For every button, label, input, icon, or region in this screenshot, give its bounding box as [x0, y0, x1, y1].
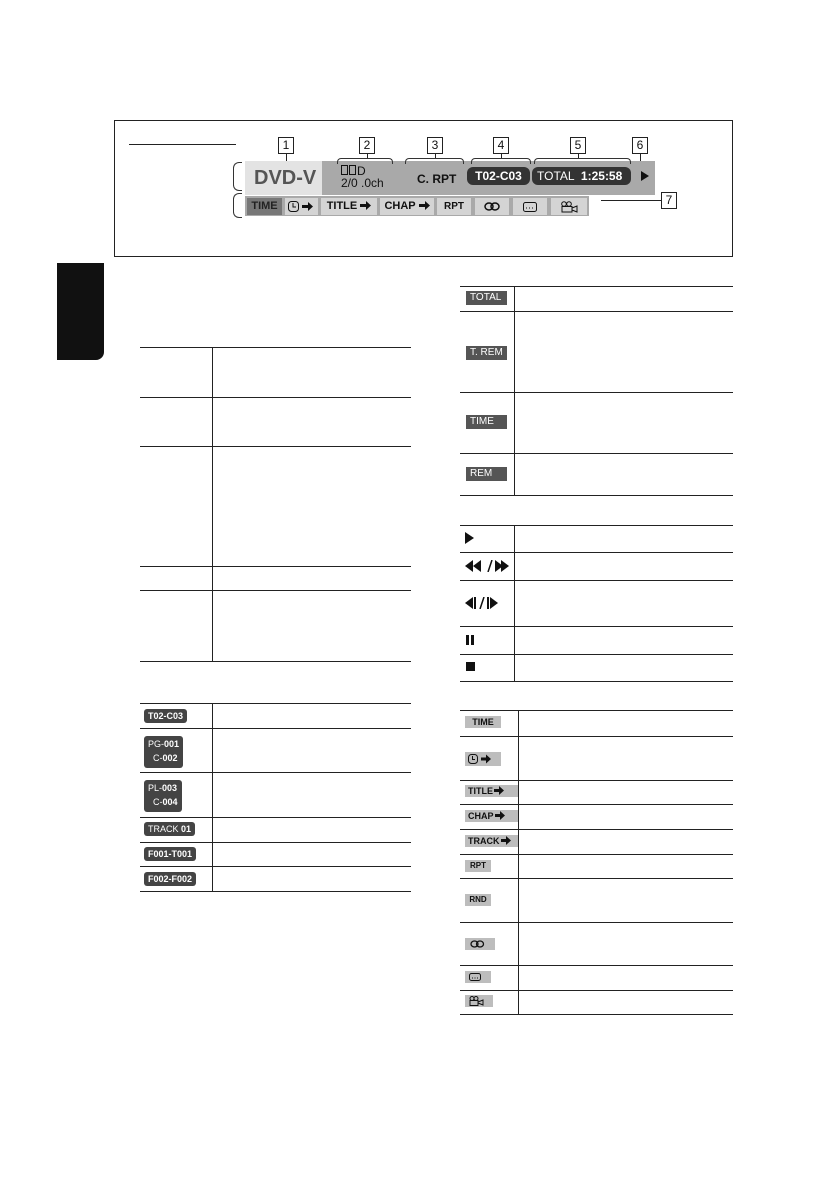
repeat-button-label: RPT: [465, 860, 491, 872]
arrow-right-icon: [419, 201, 430, 210]
rule: [460, 654, 733, 655]
audio-icon: [470, 940, 485, 948]
remain-label: REM: [466, 467, 507, 481]
subtitle-icon: [469, 973, 481, 981]
title-remain-label: T. REM: [466, 346, 507, 360]
audio-button[interactable]: [475, 198, 509, 215]
camera-angle-icon: [561, 201, 578, 213]
chapter-button-label: CHAP: [384, 200, 416, 212]
display-bar: [245, 161, 655, 195]
rule: [140, 842, 411, 843]
time-button[interactable]: TIME: [247, 198, 282, 215]
audio-format-top: D: [357, 164, 366, 178]
audio-button-label: [465, 938, 495, 950]
label-prefix: PG-: [148, 739, 165, 749]
rule: [460, 854, 733, 855]
audio-format: [341, 165, 384, 189]
rule: [460, 990, 733, 991]
callout-2: 2: [359, 137, 375, 154]
play-icon: [465, 532, 474, 544]
rule: [140, 703, 411, 704]
random-button-label: RND: [465, 894, 491, 906]
title-button-label: [465, 785, 518, 797]
rule: [460, 804, 733, 805]
chapter-button[interactable]: [380, 198, 434, 215]
rule: [460, 311, 733, 312]
label-text: CHAP: [468, 811, 494, 821]
angle-button-label: [465, 995, 493, 1007]
bracket-4: [471, 158, 531, 164]
rule: [140, 772, 411, 773]
time-value: 1:25:58: [580, 169, 623, 183]
track-button-label: [465, 835, 518, 847]
arrow-right-icon: [501, 836, 511, 845]
repeat-button[interactable]: RPT: [437, 198, 471, 215]
title-chapter-label: T02-C03: [144, 709, 187, 723]
arrow-right-icon: [495, 811, 505, 820]
folder-track-label: F001-T001: [144, 847, 196, 861]
rule: [460, 965, 733, 966]
caption-line: [129, 144, 236, 145]
label-value: 001: [164, 739, 180, 749]
label-value: 003: [162, 783, 178, 793]
label-text: TITLE: [468, 786, 493, 796]
rule: [460, 780, 733, 781]
column-divider: [212, 347, 213, 661]
rule: [460, 453, 733, 454]
label-text: TRACK: [468, 836, 500, 846]
label-value: 01: [181, 824, 192, 834]
arrow-right-icon: [360, 201, 371, 210]
source-label: DVD-V: [254, 167, 317, 189]
label-prefix: C-: [153, 797, 163, 807]
callout-3: 3: [427, 137, 443, 154]
rule: [140, 347, 411, 348]
time-button-label: TIME: [465, 716, 501, 728]
rule: [460, 580, 733, 581]
rule: [140, 590, 411, 591]
clock-arrow-icon: [468, 754, 492, 764]
program-chapter-label: [144, 736, 183, 768]
stop-icon: [466, 662, 475, 671]
column-divider: [212, 703, 213, 891]
button-row: [245, 196, 589, 216]
audio-format-bottom: 2/0 .0ch: [341, 176, 384, 190]
subtitle-icon: [523, 202, 537, 212]
rule: [140, 866, 411, 867]
brace-bottom: [233, 193, 242, 218]
rule: [140, 817, 411, 818]
title-button-label: TITLE: [326, 200, 358, 212]
slow-motion-icon: [465, 597, 499, 609]
column-divider: [514, 525, 515, 681]
time-pill: [532, 167, 631, 185]
chapter-button-label: [465, 810, 518, 822]
rule: [140, 891, 411, 892]
callout-5: 5: [570, 137, 586, 154]
camera-angle-icon: [469, 996, 484, 1006]
clock-arrow-icon: [288, 201, 314, 212]
bracket-3: [405, 158, 464, 164]
rule: [460, 681, 733, 682]
rule: [460, 392, 733, 393]
display-diagram: [114, 120, 733, 257]
rule: [460, 1014, 733, 1015]
lead-line-7: [601, 200, 661, 201]
time-mode: TOTAL: [537, 169, 575, 183]
subtitle-button[interactable]: [513, 198, 547, 215]
section-tab: [57, 263, 104, 360]
title-chapter-pill: T02-C03: [467, 167, 530, 185]
callout-1: 1: [278, 137, 294, 154]
rule: [140, 566, 411, 567]
total-label: TOTAL: [466, 291, 507, 305]
rule: [460, 626, 733, 627]
subtitle-button-label: [465, 971, 491, 983]
pause-icon: [466, 635, 474, 645]
play-status-icon: [641, 171, 649, 181]
time-label: TIME: [466, 415, 507, 429]
rule: [140, 661, 411, 662]
title-button[interactable]: [321, 198, 377, 215]
rule: [460, 878, 733, 879]
arrow-right-icon: [494, 786, 504, 795]
callout-7: 7: [661, 192, 677, 209]
bracket-5: [534, 158, 631, 164]
rule: [460, 829, 733, 830]
audio-icon: [484, 202, 500, 211]
playlist-chapter-label: [144, 780, 182, 812]
rule: [140, 728, 411, 729]
rule: [460, 286, 733, 287]
rule: [460, 736, 733, 737]
callout-4: 4: [493, 137, 509, 154]
angle-button[interactable]: [551, 198, 587, 215]
callout-6: 6: [632, 137, 648, 154]
label-value: 002: [162, 753, 178, 763]
rule: [460, 495, 733, 496]
rule: [140, 397, 411, 398]
rule: [460, 922, 733, 923]
clock-skip-button-label: [465, 752, 501, 766]
rule: [460, 710, 733, 711]
track-label: [144, 822, 195, 836]
label-value: 004: [162, 797, 178, 807]
label-prefix: C-: [153, 753, 163, 763]
rule: [140, 446, 411, 447]
folder-file-label: F002-F002: [144, 872, 196, 886]
rule: [460, 525, 733, 526]
column-divider: [514, 286, 515, 495]
clock-skip-button[interactable]: [285, 198, 318, 215]
label-prefix: TRACK: [148, 824, 182, 834]
repeat-indicator: C. RPT: [417, 172, 457, 186]
brace-top: [233, 162, 242, 191]
rewind-fast-forward-icon: [465, 560, 509, 572]
column-divider: [518, 710, 519, 1014]
rule: [460, 552, 733, 553]
label-prefix: PL-: [148, 783, 163, 793]
